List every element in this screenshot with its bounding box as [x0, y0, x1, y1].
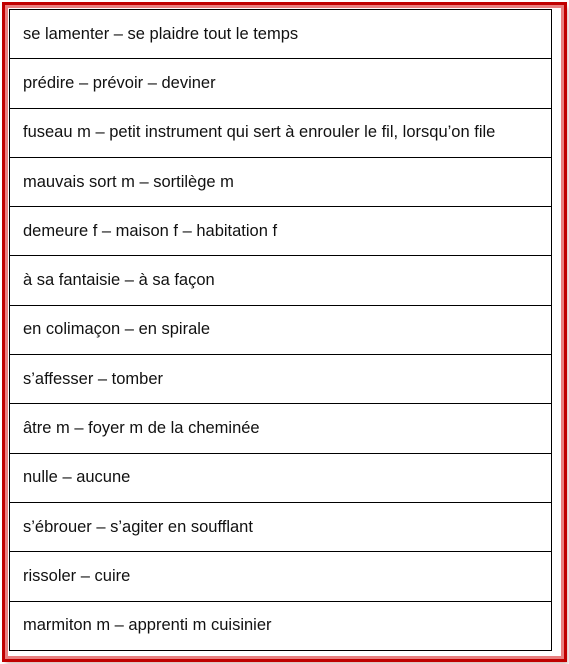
vocabulary-table: [9, 9, 552, 651]
table-row: [10, 453, 552, 502]
table-row: [10, 305, 552, 354]
vocabulary-entry: à sa fantaisie – à sa façon: [10, 256, 552, 305]
table-row: [10, 59, 552, 108]
vocabulary-entry: âtre m – foyer m de la cheminée: [10, 404, 552, 453]
table-row: [10, 355, 552, 404]
vocabulary-entry: mauvais sort m – sortilège m: [10, 157, 552, 206]
vocabulary-entry: demeure f – maison f – habitation f: [10, 207, 552, 256]
table-row: [10, 552, 552, 601]
vocabulary-entry: en colimaçon – en spirale: [10, 305, 552, 354]
vocabulary-entry: prédire – prévoir – deviner: [10, 59, 552, 108]
table-row: [10, 601, 552, 650]
vocabulary-entry: s’ébrouer – s’agiter en soufflant: [10, 502, 552, 551]
table-row: [10, 502, 552, 551]
table-row: [10, 108, 552, 157]
table-row: [10, 256, 552, 305]
table-row: [10, 157, 552, 206]
table-row: [10, 207, 552, 256]
vocabulary-entry: fuseau m – petit instrument qui sert à enrouler le fil, lorsqu’on file: [10, 108, 552, 157]
vocabulary-entry: se lamenter – se plaidre tout le temps: [10, 10, 552, 59]
vocabulary-entry: nulle – aucune: [10, 453, 552, 502]
vocabulary-entry: marmiton m – apprenti m cuisinier: [10, 601, 552, 650]
table-row: [10, 10, 552, 59]
vocabulary-entry: s’affesser – tomber: [10, 355, 552, 404]
table-row: [10, 404, 552, 453]
vocabulary-entry: rissoler – cuire: [10, 552, 552, 601]
